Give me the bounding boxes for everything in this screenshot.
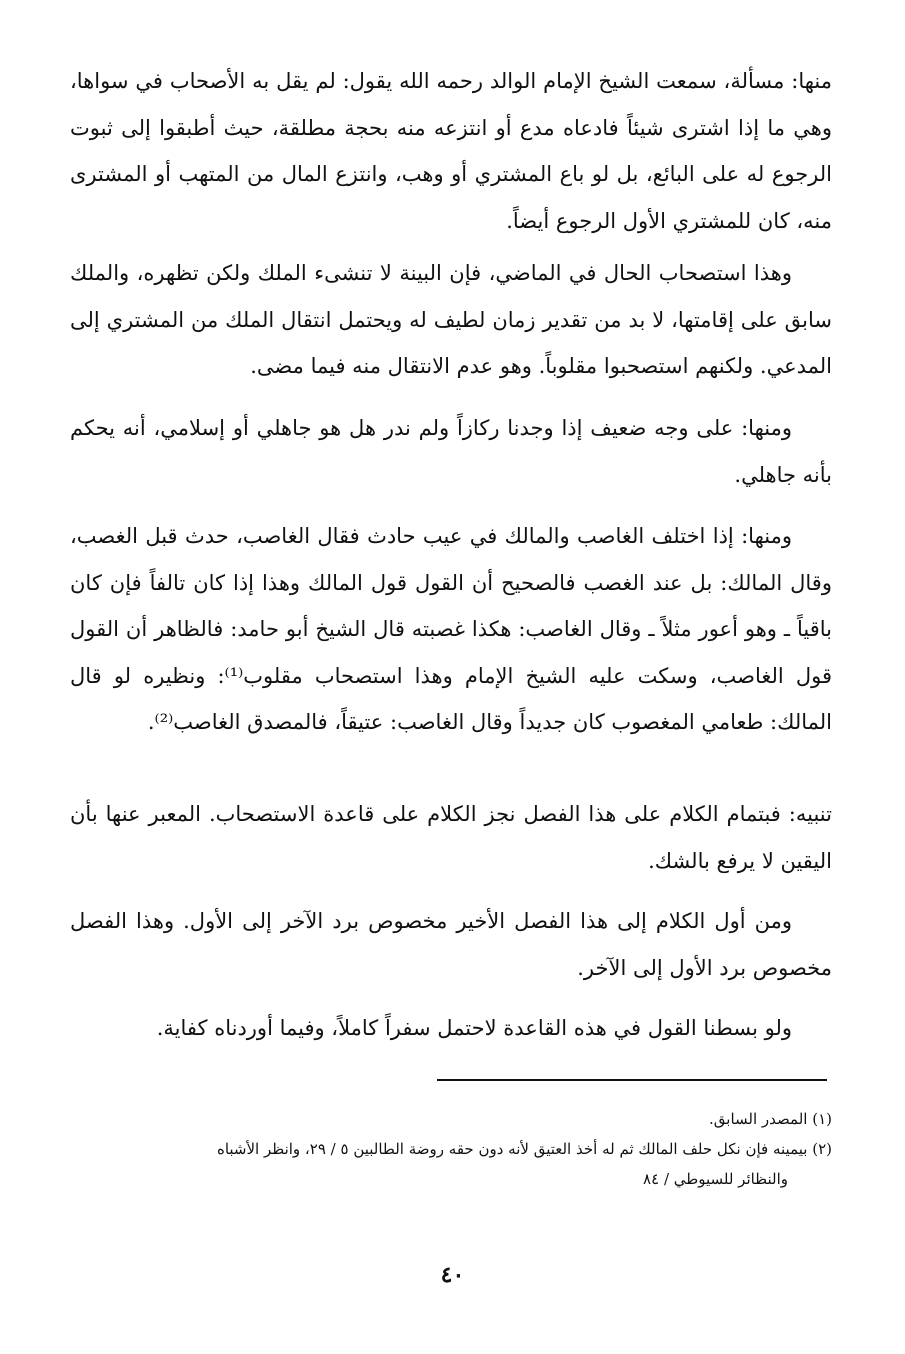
footnotes [70,1104,832,1194]
paragraph-6: ومن أول الكلام إلى هذا الفصل الأخير مخصوص برد الآخر إلى الأول. وهذا الفصل مخصوص برد الأول إلى الآخر. [70,909,832,980]
footnote-divider [437,1079,827,1081]
paragraph-1: منها: مسألة، سمعت الشيخ الإمام الوالد رحمه الله يقول: لم يقل به الأصحاب في سواها، وهي ما إذا اشترى شيئاً فادعاه مدع أو انتزعه منه بحجة مطلقة، حيث أطبقوا إلى ثبوت الرجوع له على البائع، بل لو باع المشتري أو وهب، وانتزع المال من المتهب أو المشترى منه، كان للمشتري الأول الرجوع أيضاً. [70,69,832,233]
paragraph-3: ومنها: على وجه ضعيف إذا وجدنا ركازاً ولم ندر هل هو جاهلي أو إسلامي، أنه يحكم بأنه جاهلي. [70,416,832,487]
footnote-2-line-1: (٢) بيمينه فإن نكل حلف المالك ثم له أخذ العتيق لأنه دون حقه روضة الطالبين ٥ / ٢٩، وانظر الأشباه [216,1140,832,1158]
paragraph-5-note: تنبيه: فبتمام الكلام على هذا الفصل نجز الكلام على قاعدة الاستصحاب. المعبر عنها بأن اليقين لا يرفع بالشك. [70,802,832,873]
paragraph-4: ومنها: إذا اختلف الغاصب والمالك في عيب حادث فقال الغاصب، حدث قبل الغصب، وقال المالك: بل عند الغصب فالصحيح أن القول قول المالك وهذا إذا كان تالفاً فإن كان باقياً ـ وهو أعور مثلاً ـ وقال الغاصب: هكذا غصبته قال الشيخ أبو حامد: فالظاهر أن القول قول الغاصب، وسكت عليه الشيخ الإمام وهذا استصحاب مقلوب⁽¹⁾: ونظيره لو قال المالك: طعامي المغصوب كان جديداً وقال الغاصب: عتيقاً، فالمصدق الغاصب⁽²⁾. [70,524,833,734]
footnote-1: (١) المصدر السابق. [709,1110,832,1128]
footnote-2-line-2: والنظائر للسيوطي / ٨٤ [643,1170,788,1188]
paragraph-7: ولو بسطنا القول في هذه القاعدة لاحتمل سفراً كاملاً، وفيما أوردناه كفاية. [156,1016,792,1040]
page-number: ٤٠ [440,1262,465,1288]
footnote-2 [70,1134,832,1194]
paragraph-2: وهذا استصحاب الحال في الماضي، فإن البينة لا تنشىء الملك ولكن تظهره، والملك سابق على إقامتها، لا بد من تقدير زمان لطيف له ويحتمل انتقال الملك من المشتري إلى المدعي. ولكنهم استصحبوا مقلوباً. وهو عدم الانتقال منه فيما مضى. [70,261,832,378]
